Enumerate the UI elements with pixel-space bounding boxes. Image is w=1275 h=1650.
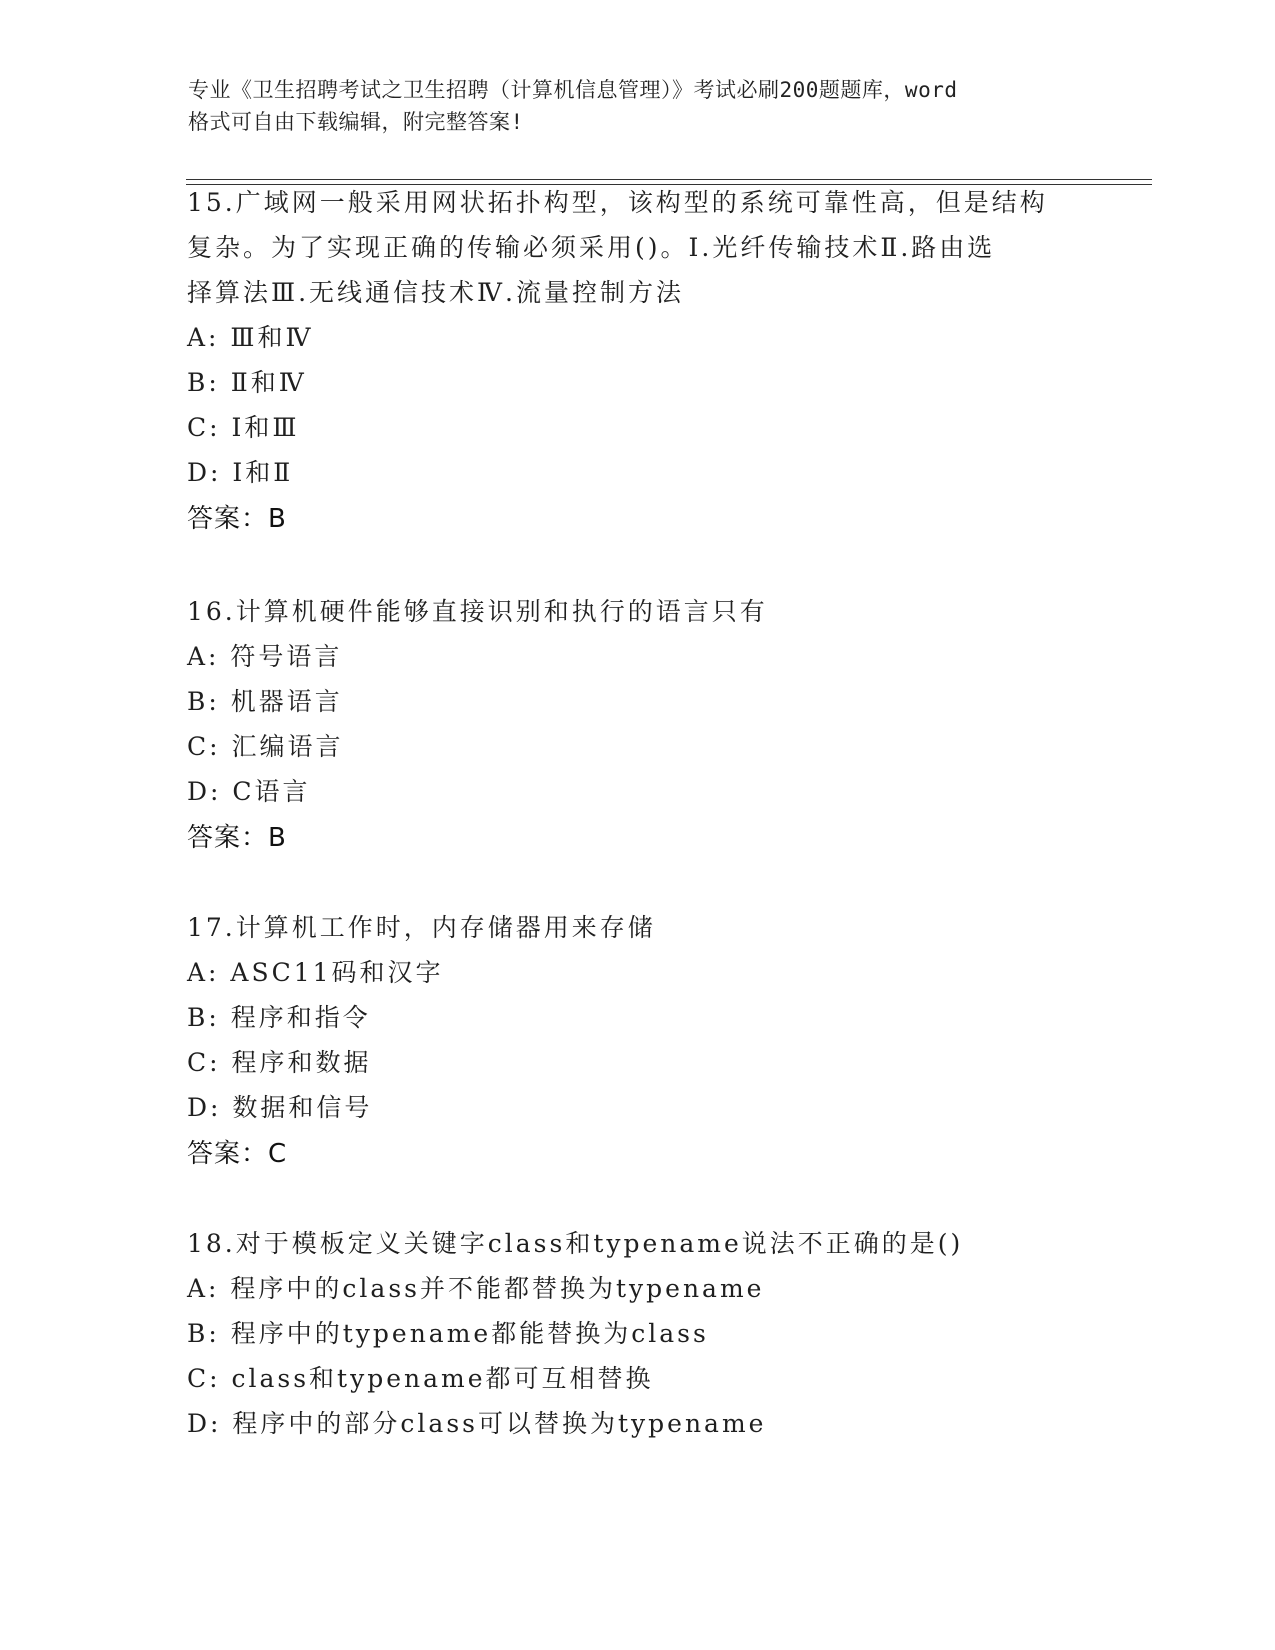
option-d: D: Ⅰ和Ⅱ [187, 458, 294, 487]
option-b: B: 机器语言 [187, 687, 343, 716]
option-c: C: Ⅰ和Ⅲ [187, 413, 300, 442]
option-d: D: 程序中的部分class可以替换为typename [187, 1409, 767, 1438]
header-line-2: 格式可自由下载编辑，附完整答案! [188, 110, 524, 134]
answer-line: 答案：C [187, 1139, 288, 1169]
option-a: A: 程序中的class并不能都替换为typename [187, 1274, 765, 1303]
question-stem-line: 择算法Ⅲ.无线通信技术Ⅳ.流量控制方法 [187, 278, 684, 307]
option-c: C: 汇编语言 [187, 732, 344, 761]
question-stem-line: 16.计算机硬件能够直接识别和执行的语言只有 [187, 597, 768, 626]
option-a: A: ASC11码和汉字 [187, 958, 444, 987]
option-a: A: Ⅲ和Ⅳ [187, 323, 314, 352]
question-stem-line: 17.计算机工作时，内存储器用来存储 [187, 913, 656, 942]
question-stem-line: 复杂。为了实现正确的传输必须采用()。Ⅰ.光纤传输技术Ⅱ.路由选 [187, 233, 996, 262]
header-line-1: 专业《卫生招聘考试之卫生招聘（计算机信息管理）》考试必刷200题题库，word [188, 78, 958, 102]
option-c: C: class和typename都可互相替换 [187, 1364, 654, 1393]
option-d: D: 数据和信号 [187, 1093, 373, 1122]
question-stem-line: 15.广域网一般采用网状拓扑构型，该构型的系统可靠性高，但是结构 [187, 188, 1048, 217]
option-a: A: 符号语言 [187, 642, 343, 671]
header-divider-top [186, 179, 1152, 180]
option-b: B: 程序中的typename都能替换为class [187, 1319, 709, 1348]
option-b: B: 程序和指令 [187, 1003, 371, 1032]
document-header [188, 74, 1088, 138]
option-d: D: C语言 [187, 777, 311, 806]
option-c: C: 程序和数据 [187, 1048, 372, 1077]
answer-line: 答案：B [187, 504, 287, 534]
option-b: B: Ⅱ和Ⅳ [187, 368, 307, 397]
question-stem-line: 18.对于模板定义关键字class和typename说法不正确的是() [187, 1229, 964, 1258]
answer-line: 答案：B [187, 823, 287, 853]
